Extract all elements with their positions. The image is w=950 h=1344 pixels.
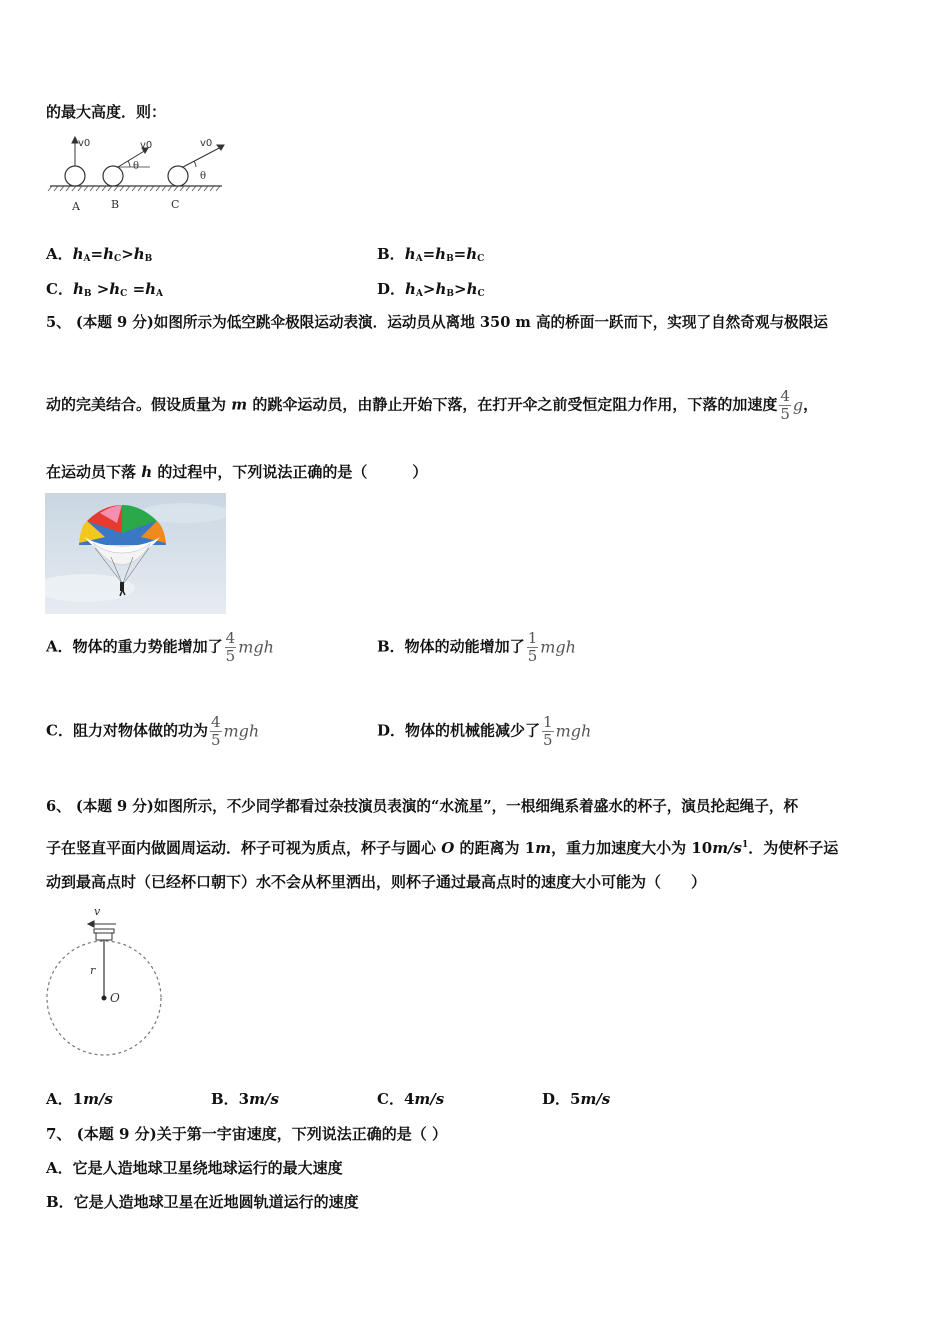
- q6-line-2: 子在竖直平面内做圆周运动．杯子可视为质点，杯子与圆心 O 的距离为 1m，重力加速度大小为 $10m/s^1$．为使杯子运: [46, 839, 839, 857]
- ball-c: [168, 166, 188, 186]
- v-label: v: [94, 905, 101, 918]
- q6-option-c[interactable]: C．4m/s: [377, 1090, 445, 1108]
- q5-line-1: 5、 (本题 9 分)如图所示为低空跳伞极限运动表演．运动员从离地 350 m 高的桥面一跃而下，实现了自然奇观与极限运: [46, 314, 828, 331]
- ground-hatch: [48, 186, 220, 191]
- v0-label-c: v0: [200, 138, 213, 149]
- theta-label-b: θ: [133, 161, 140, 172]
- ball-a: [65, 166, 85, 186]
- velocity-arrow: [88, 921, 116, 927]
- letter-b: B: [111, 198, 120, 211]
- v0-label-b: v0: [140, 140, 153, 151]
- letter-c: C: [171, 198, 180, 211]
- q5-option-d[interactable]: D．物体的机械能减少了 $\frac{1}{5}$ mgh: [377, 713, 592, 749]
- projectile-figure: [46, 134, 231, 216]
- q6-option-b[interactable]: B．3m/s: [211, 1090, 279, 1108]
- q4-option-a[interactable]: A．$h_A=h_C>h_B$: [46, 245, 153, 264]
- q4-option-d[interactable]: D．$h_A>h_B>h_C$: [377, 280, 485, 299]
- o-label: O: [110, 991, 120, 1005]
- q6-option-d[interactable]: D．5m/s: [542, 1090, 611, 1108]
- q6-line-3: 动到最高点时（已经杯口朝下）水不会从杯里洒出，则杯子通过最高点时的速度大小可能为（ ）: [46, 873, 707, 891]
- intro-line: 的最大高度．则：: [46, 103, 167, 121]
- q6-line-1: 6、 (本题 9 分)如图所示，不少同学都看过杂技演员表演的“水流星”，一根细绳系着盛水的杯子，演员抡起绳子，杯: [46, 798, 799, 815]
- center-point: [102, 996, 107, 1001]
- q5-option-a[interactable]: A．物体的重力势能增加了 $\frac{4}{5}$ mgh: [46, 629, 274, 665]
- ball-b: [103, 166, 123, 186]
- q7-option-a[interactable]: A．它是人造地球卫星绕地球运行的最大速度: [46, 1159, 343, 1177]
- theta-label-c: θ: [200, 171, 207, 182]
- q5-line-3: 在运动员下落 h 的过程中，下列说法正确的是（ ）: [46, 463, 428, 481]
- letter-a: A: [72, 200, 80, 213]
- water-meteor-figure: [44, 902, 169, 1062]
- parachute-photo: [45, 493, 226, 614]
- r-label: r: [90, 964, 96, 977]
- v0-label-a: v0: [78, 138, 91, 149]
- q4-option-c[interactable]: C．$h_B >h_C =h_A$: [46, 280, 164, 299]
- q6-option-a[interactable]: A．1m/s: [46, 1090, 113, 1108]
- q7-option-b[interactable]: B．它是人造地球卫星在近地圆轨道运行的速度: [46, 1193, 359, 1211]
- cup-icon: [94, 929, 114, 940]
- q5-option-c[interactable]: C．阻力对物体做的功为 $\frac{4}{5}$ mgh: [46, 713, 260, 749]
- accel-fraction: $\frac{4}{5}$: [780, 387, 790, 423]
- q5-line-2: 动的完美结合。假设质量为 m 的跳伞运动员，由静止开始下落，在打开伞之前受恒定阻力作用，下落的加速度 $\frac{4}{5}$ g，: [46, 387, 819, 423]
- q5-option-b[interactable]: B．物体的动能增加了 $\frac{1}{5}$ mgh: [377, 629, 576, 665]
- q4-option-b[interactable]: B．$h_A=h_B=h_C$: [377, 245, 485, 264]
- q7-line-1: 7、 (本题 9 分)关于第一宇宙速度，下列说法正确的是（ ）: [46, 1125, 447, 1143]
